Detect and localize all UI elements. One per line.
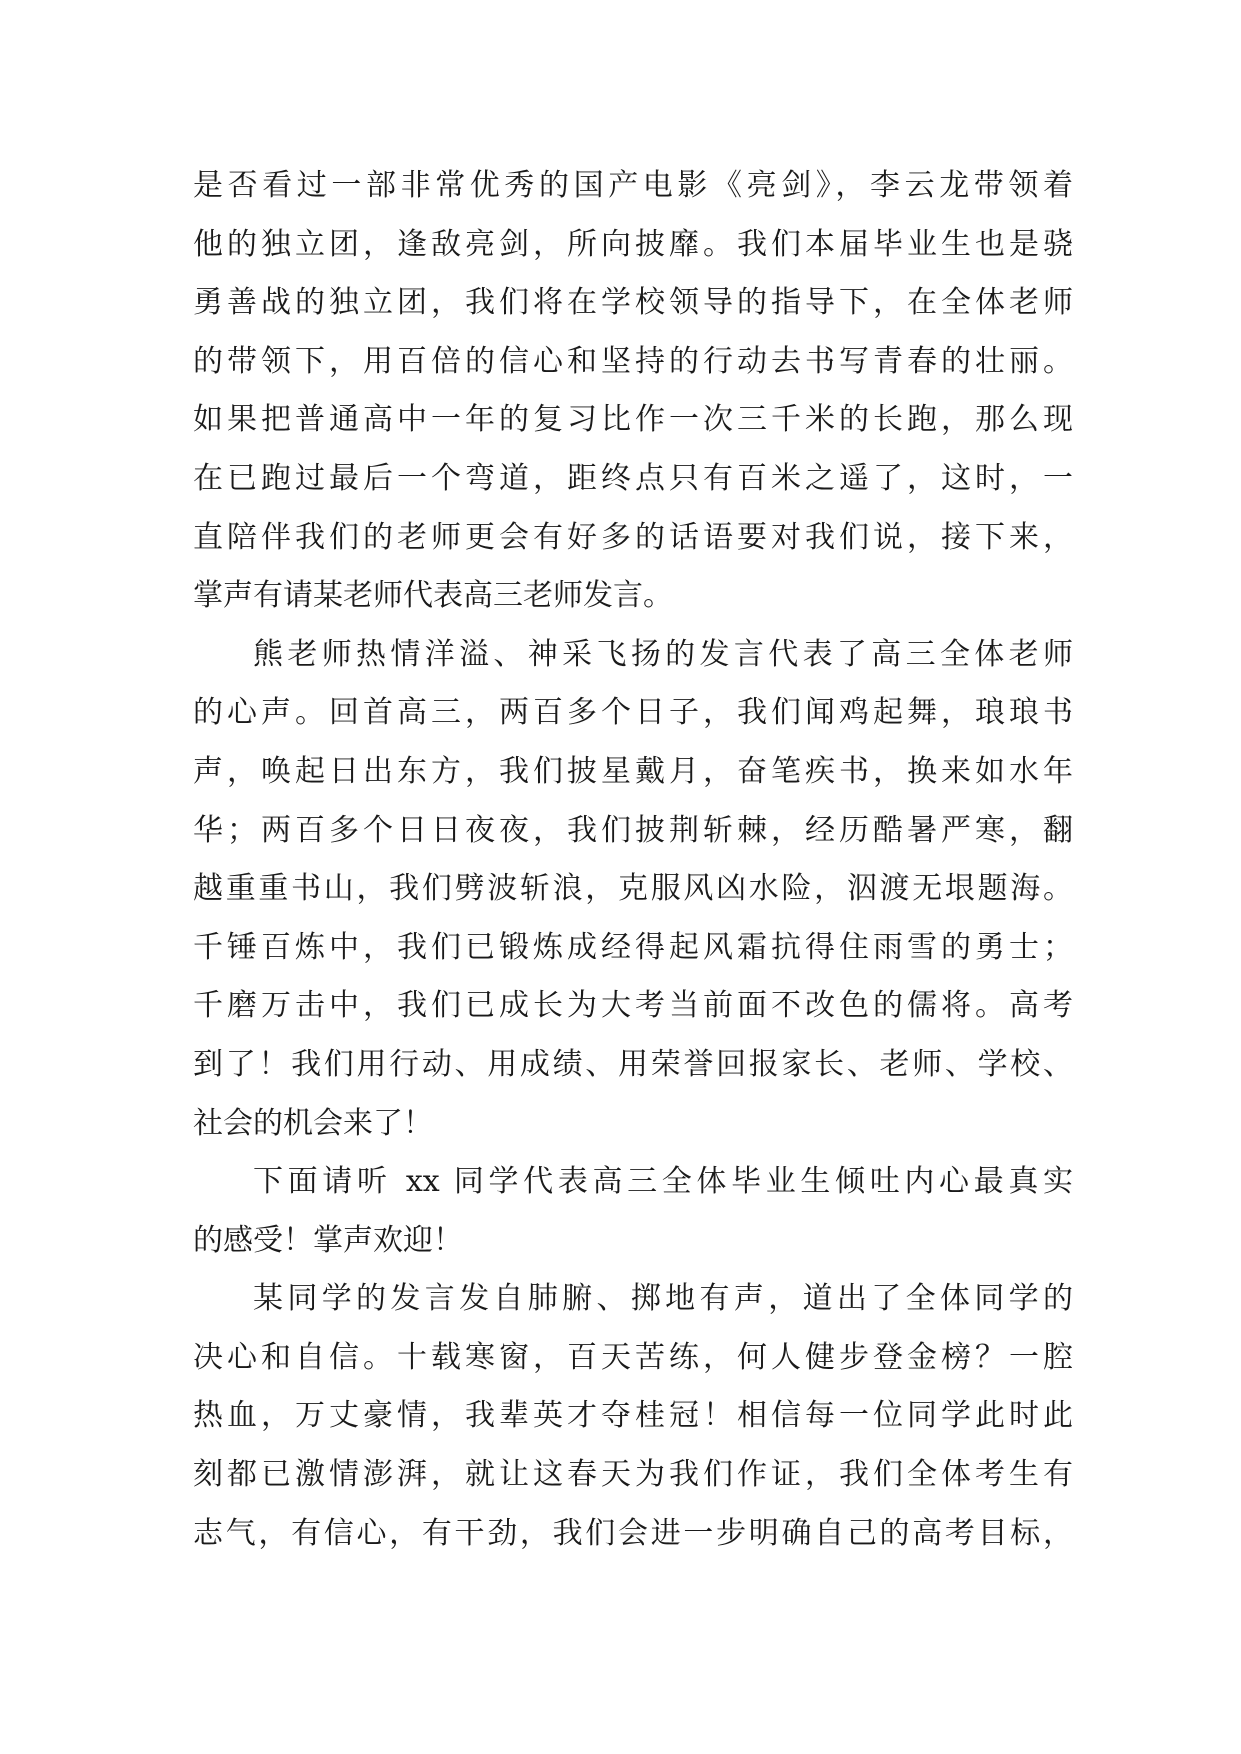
- text-line: 越重重书山，我们劈波斩浪，克服风凶水险，泅渡无垠题海。: [193, 871, 1073, 907]
- paragraph-3: [193, 1153, 1073, 1270]
- text-line: 刻都已激情澎湃，就让这春天为我们作证，我们全体考生有: [193, 1457, 1073, 1493]
- text-line: 掌声有请某老师代表高三老师发言。: [193, 578, 673, 614]
- text-line: 他的独立团，逢敌亮剑，所向披靡。我们本届毕业生也是骁: [193, 226, 1073, 262]
- paragraph-2: [193, 626, 1073, 1153]
- text-line: 志气，有信心，有干劲，我们会进一步明确自己的高考目标，: [193, 1515, 1073, 1551]
- text-line: 社会的机会来了！: [193, 1105, 433, 1141]
- text-line: 是否看过一部非常优秀的国产电影《亮剑》，李云龙带领着: [193, 168, 1073, 203]
- text-line: 声，唤起日出东方，我们披星戴月，奋笔疾书，换来如水年: [193, 753, 1073, 789]
- text-line: 下面请听 xx 同学代表高三全体毕业生倾吐内心最真实: [253, 1164, 1073, 1200]
- paragraph-1: [193, 157, 1073, 626]
- text-line: 千磨万击中，我们已成长为大考当前面不改色的儒将。高考: [193, 988, 1073, 1024]
- text-line: 的感受！掌声欢迎！: [193, 1222, 463, 1258]
- text-line: 千锤百炼中，我们已锻炼成经得起风霜抗得住雨雪的勇士；: [193, 929, 1073, 965]
- text-line: 勇善战的独立团，我们将在学校领导的指导下，在全体老师: [193, 285, 1073, 321]
- text-line: 如果把普通高中一年的复习比作一次三千米的长跑，那么现: [193, 402, 1073, 438]
- text-line: 某同学的发言发自肺腑、掷地有声，道出了全体同学的: [253, 1281, 1073, 1317]
- text-line: 到了！我们用行动、用成绩、用荣誉回报家长、老师、学校、: [193, 1046, 1073, 1082]
- document-body: [193, 157, 1073, 1563]
- text-line: 熊老师热情洋溢、神采飞扬的发言代表了高三全体老师: [253, 636, 1073, 672]
- text-line: 决心和自信。十载寒窗，百天苦练，何人健步登金榜？一腔: [193, 1339, 1073, 1375]
- text-line: 热血，万丈豪情，我辈英才夺桂冠！相信每一位同学此时此: [193, 1398, 1073, 1434]
- text-line: 华；两百多个日日夜夜，我们披荆斩棘，经历酷暑严寒，翻: [193, 812, 1073, 848]
- paragraph-4: [193, 1270, 1073, 1563]
- text-line: 的心声。回首高三，两百多个日子，我们闻鸡起舞，琅琅书: [193, 695, 1073, 731]
- text-line: 在已跑过最后一个弯道，距终点只有百米之遥了，这时，一: [193, 460, 1073, 496]
- text-line: 的带领下，用百倍的信心和坚持的行动去书写青春的壮丽。: [193, 343, 1073, 379]
- text-line: 直陪伴我们的老师更会有好多的话语要对我们说，接下来，: [193, 519, 1073, 555]
